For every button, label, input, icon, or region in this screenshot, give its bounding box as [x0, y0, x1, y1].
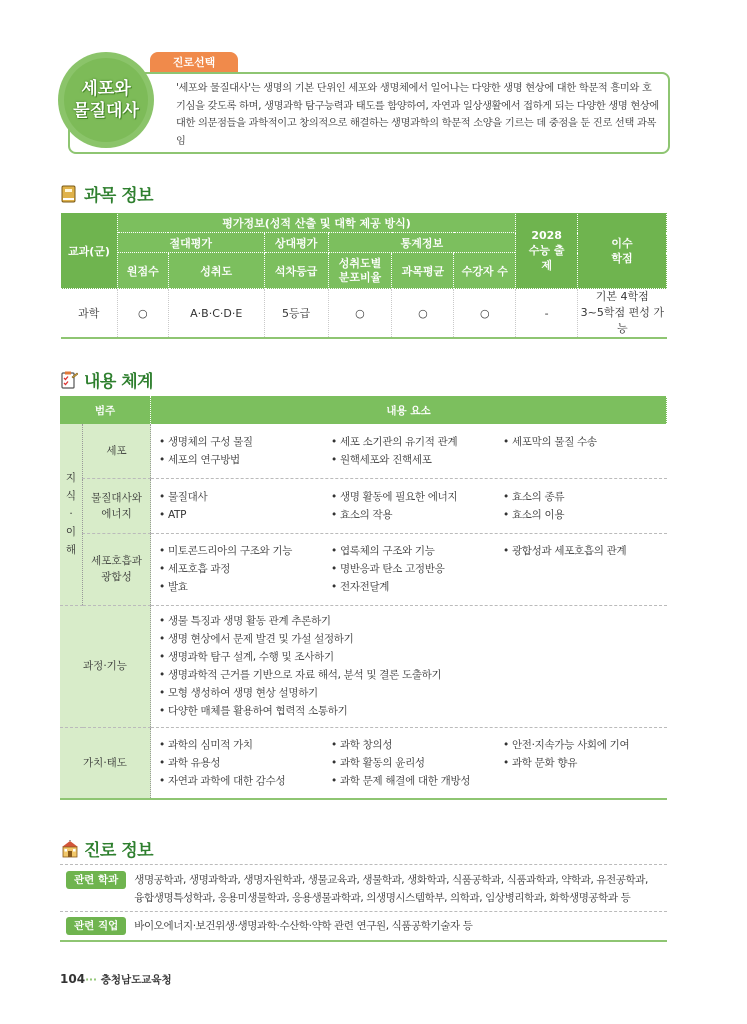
school-icon [60, 840, 78, 858]
section-title: 진로 정보 [84, 841, 154, 861]
list-item: • 발효 [159, 578, 331, 596]
list-item: • 명반응과 탄소 고정반응 [331, 560, 503, 578]
subject-title-line2: 물질대사 [73, 101, 139, 121]
subject-title-line1: 세포와 [81, 79, 131, 99]
header-absolute: 절대평가 [117, 233, 264, 253]
list-item: • 효소의 종류 [503, 488, 663, 506]
list-item: • 자연과 과학에 대한 감수성 [159, 772, 331, 790]
list-item: • 모형 생성하여 생명 현상 설명하기 [159, 684, 659, 702]
category-cell: 세포 [83, 424, 151, 478]
list-item: • 광합성과 세포호흡의 관계 [503, 542, 663, 560]
section-content-system [60, 367, 153, 392]
section-title: 내용 체계 [84, 372, 154, 392]
subject-info-table [60, 212, 667, 339]
footer-dots: ··· [85, 974, 98, 986]
jobs-badge: 관련 직업 [66, 917, 126, 935]
content-system-table [60, 396, 667, 800]
list-item: • 다양한 매체를 활용하여 협력적 소통하기 [159, 702, 659, 720]
header-students: 수강자 수 [454, 253, 516, 289]
career-jobs [60, 917, 667, 935]
list-item: • 과학의 심미적 가치 [159, 736, 331, 754]
category-cell: 가치·태도 [60, 727, 151, 799]
intro-description: '세포와 물질대사'는 생명의 기본 단위인 세포와 생명체에서 일어나는 다양한 생명 현상에 대한 학문적 흥미와 호기심을 갖도록 하며, 생명과학 탐구능력과 태도를 함양하여, 자연과 일상생활에서 접하게 되는 다양한 생명 현상에 대한 의문점들을 과학적이고 창의적으로 해결하는 생명과학의 학문적 소양을 기르는 데 중점을 둔 진로 선택 과목임 [176, 83, 659, 147]
jobs-text: 바이오에너지·보건위생·생명과학·수산학·약학 관련 연구원, 식품공학기술자 등 [134, 920, 473, 932]
knowledge-char: · [69, 508, 73, 521]
list-item: • ATP [159, 506, 331, 524]
list-item: • 물질대사 [159, 488, 331, 506]
list-item: • 생명과학적 근거를 기반으로 자료 해석, 분석 및 결론 도출하기 [159, 666, 659, 684]
list-item: • 과학 활동의 윤리성 [331, 754, 503, 772]
cell-group: 과학 [61, 289, 118, 339]
knowledge-char: 이 [65, 526, 77, 539]
knowledge-char: 지 [65, 472, 77, 485]
list-item: • 효소의 이용 [503, 506, 663, 524]
list-item: • 생물 특징과 생명 활동 관계 추론하기 [159, 612, 659, 630]
list-item: • 세포호흡 과정 [159, 560, 331, 578]
elements-cell [151, 605, 667, 727]
header-group: 교과(군) [61, 213, 118, 289]
cell-students: ○ [454, 289, 516, 339]
list-item: • 세포막의 물질 수송 [503, 433, 663, 451]
list-item: • 세포 소기관의 유기적 관계 [331, 433, 503, 451]
checklist-icon [60, 371, 78, 389]
header-achievement: 성취도 [168, 253, 264, 289]
header-credits-text: 이수 학점 [611, 236, 633, 265]
divider [60, 864, 667, 865]
section-subject-info [60, 181, 153, 206]
knowledge-char: 해 [65, 544, 77, 557]
header-credits [578, 213, 667, 289]
elements-cell [151, 478, 667, 533]
page-number: 104 [60, 972, 86, 986]
divider [60, 911, 667, 912]
cell-credits [578, 289, 667, 339]
book-icon [60, 185, 78, 203]
header-avg: 과목평균 [392, 253, 454, 289]
header-ach-ratio-text: 성취도별 분포비율 [338, 256, 382, 284]
category-label: 세포호흡과 광합성 [91, 555, 142, 583]
career-majors [60, 871, 667, 907]
majors-badge: 관련 학과 [66, 871, 126, 889]
header-rank: 석차등급 [264, 253, 328, 289]
elements-cell [151, 533, 667, 605]
category-label: 물질대사와 에너지 [91, 491, 142, 520]
list-item: • 미토콘드리아의 구조와 기능 [159, 542, 331, 560]
knowledge-label [60, 424, 83, 605]
list-item: • 엽록체의 구조와 기능 [331, 542, 503, 560]
list-item: • 과학 창의성 [331, 736, 503, 754]
cell-ach-ratio: ○ [328, 289, 392, 339]
header-csat [516, 213, 578, 289]
category-cell [83, 478, 151, 533]
majors-line1: 생명공학과, 생명과학과, 생명자원학과, 생물교육과, 생물학과, 생화학과, 식품공학과, 식품과학과, 약학과, 유전공학과, [134, 874, 648, 886]
list-item: • 생명체의 구성 물질 [159, 433, 331, 451]
list-item: • 원핵세포와 진핵세포 [331, 451, 503, 469]
cell-csat: - [516, 289, 578, 339]
majors-text [134, 871, 648, 907]
cell-rank: 5등급 [264, 289, 328, 339]
intro-tag: 진로선택 [150, 52, 238, 74]
list-item: • 과학 문제 해결에 대한 개방성 [331, 772, 503, 790]
list-item: • 효소의 작용 [331, 506, 503, 524]
elements-cell [151, 727, 667, 799]
header-elements: 내용 요소 [151, 396, 667, 424]
list-item: • 생명과학 탐구 설계, 수행 및 조사하기 [159, 648, 659, 666]
category-cell [83, 533, 151, 605]
header-eval: 평가정보(성적 산출 및 대학 제공 방식) [117, 213, 515, 233]
list-item: • 안전·지속가능 사회에 기여 [503, 736, 663, 754]
header-raw: 원점수 [117, 253, 168, 289]
list-item: • 생명 활동에 필요한 에너지 [331, 488, 503, 506]
header-relative: 상대평가 [264, 233, 328, 253]
credits-line2: 3~5학점 편성 가능 [580, 306, 664, 335]
knowledge-char: 식 [65, 490, 77, 503]
list-item: • 세포의 연구방법 [159, 451, 331, 469]
footer-org: 충청남도교육청 [100, 974, 172, 986]
cell-avg: ○ [392, 289, 454, 339]
header-stats: 통계정보 [328, 233, 516, 253]
cell-achievement: A·B·C·D·E [168, 289, 264, 339]
list-item: • 생명 현상에서 문제 발견 및 가설 설정하기 [159, 630, 659, 648]
category-cell: 과정·기능 [60, 605, 151, 727]
majors-line2: 융합생명특성학과, 응용미생물학과, 응용생물과학과, 의생명시스템학부, 의학과, 임상병리학과, 화학생명공학과 등 [134, 892, 631, 904]
list-item: • 전자전달계 [331, 578, 503, 596]
section-career [60, 836, 153, 861]
page-footer [60, 972, 172, 987]
credits-line1: 기본 4학점 [595, 290, 649, 303]
section-title: 과목 정보 [84, 186, 154, 206]
elements-cell [151, 424, 667, 478]
list-item: • 과학 문화 향유 [503, 754, 663, 772]
header-csat-text: 2028 수능 출제 [528, 229, 565, 272]
divider [60, 940, 667, 942]
list-item: • 과학 유용성 [159, 754, 331, 772]
header-ach-ratio [328, 253, 392, 289]
header-category: 범주 [60, 396, 151, 424]
cell-raw: ○ [117, 289, 168, 339]
subject-title-badge [58, 52, 154, 148]
